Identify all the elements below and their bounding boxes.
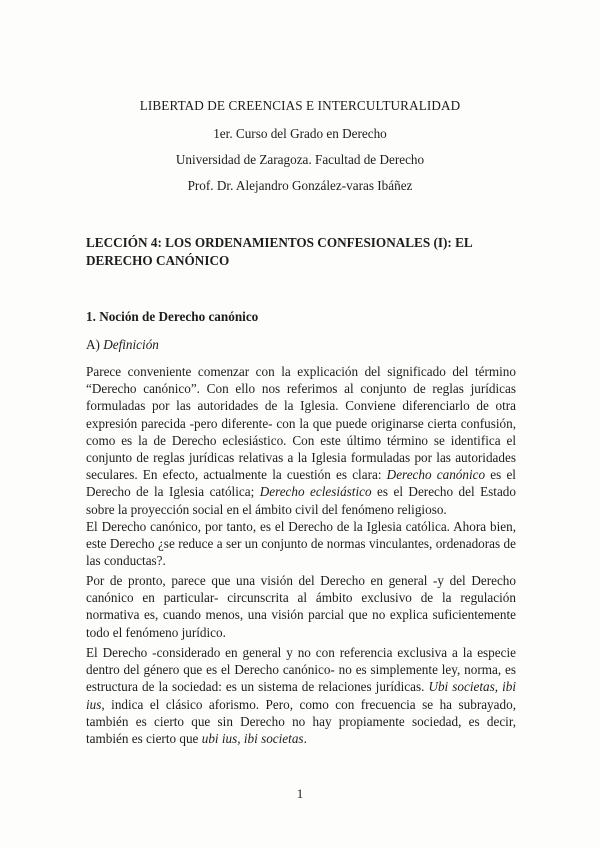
subsection-letter: A)	[86, 337, 100, 352]
paragraph-1-text-e: es el Derecho del Estado sobre la proyección social en el ámbito civil del fenómeno religioso.	[86, 484, 516, 517]
paragraph-1-term-eclesiastico: Derecho eclesiástico	[259, 484, 372, 500]
paragraph-4-text-e: .	[303, 731, 307, 747]
paragraph-1-term-canonico: Derecho canónico	[386, 467, 486, 483]
lesson-title: LECCIÓN 4: LOS ORDENAMIENTOS CONFESIONALES (I): EL DERECHO CANÓNICO	[86, 235, 472, 268]
subsection-title: Definición	[103, 337, 159, 352]
paragraph-1-text-a: Parece conveniente comenzar con la explicación del significado del término “Derecho canónico”. Con ello nos referimos al conjunto de reglas jurídicas formuladas por las autoridades de la Iglesia. Conviene diferenciarlo de otra expresión parecida -pero diferente- con la que puede originarse cierta confusión, como es la de Derecho eclesiástico. Con este último término se identifica el conjunto de reglas jurídicas relativas a la Iglesia formuladas por las autoridades seculares. En efecto, actualmente la cuestión es clara:	[86, 364, 516, 483]
paragraph-2: El Derecho canónico, por tanto, es el Derecho de la Iglesia católica. Ahora bien, este Derecho ¿se reduce a ser un conjunto de normas vinculantes, ordenadoras de las conductas?.	[86, 519, 516, 569]
institution: Universidad de Zaragoza. Facultad de Derecho	[175, 152, 425, 167]
paragraph-4	[86, 644, 516, 747]
paragraph-1-text-c: es el Derecho de la Iglesia católica;	[86, 467, 516, 500]
paragraph-4-aphorism-1: Ubi societas, ibi ius	[86, 679, 516, 712]
course-title: LIBERTAD DE CREENCIAS E INTERCULTURALIDAD	[139, 98, 461, 113]
section-heading: 1. Noción de Derecho canónico	[86, 309, 259, 324]
course-year: 1er. Curso del Grado en Derecho	[213, 126, 387, 141]
paragraph-1	[86, 363, 516, 518]
page-number: 1	[296, 786, 304, 801]
subsection-heading	[86, 337, 159, 353]
paragraph-4-aphorism-2: ubi ius, ibi societas	[201, 731, 304, 747]
paragraph-4-text-a: El Derecho -considerado en general y no con referencia exclusiva a la especie dentro del género que es el Derecho canónico- no es simplemente ley, norma, es estructura de la sociedad: es un sistema de relaciones jurídicas.	[86, 645, 516, 695]
paragraph-4-text-c: , indica el clásico aforismo. Pero, como con frecuencia se ha subrayado, también es cierto que sin Derecho no hay propiamente sociedad, es decir, también es cierto que	[86, 696, 516, 747]
paragraph-3: Por de pronto, parece que una visión del Derecho en general -y del Derecho canónico en particular- circunscrita al ámbito exclusivo de la regulación normativa es, cuando menos, una visión parcial que no explica suficientemente todo el fenómeno jurídico.	[86, 573, 516, 640]
professor-name: Prof. Dr. Alejandro González-varas Ibáñez	[187, 178, 413, 193]
